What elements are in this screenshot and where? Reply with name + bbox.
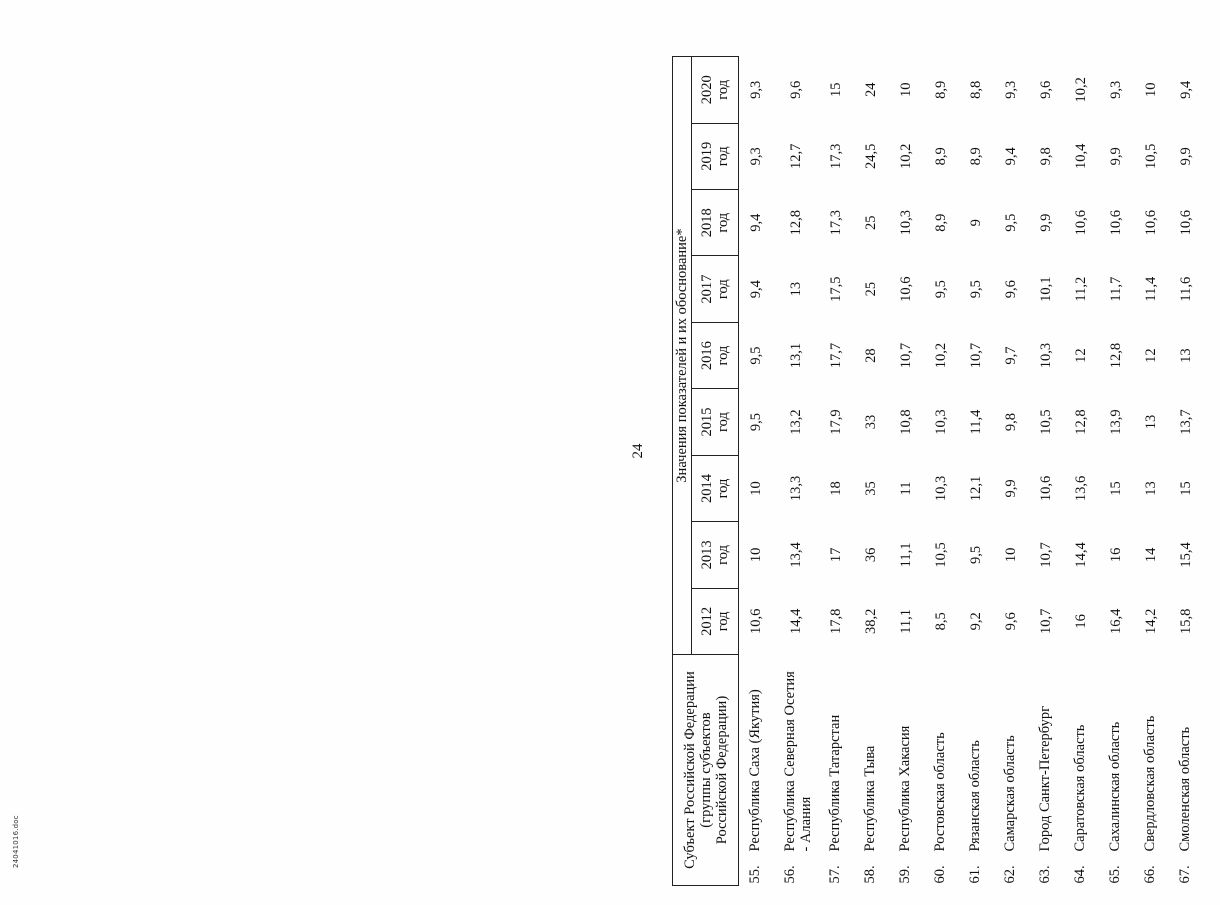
value-cell: 10,3: [897, 210, 914, 236]
value-cell: 10,7: [967, 342, 984, 369]
value-cell: 10,7: [1037, 608, 1054, 635]
subject-cell: [739, 655, 774, 886]
table-row: [739, 57, 774, 886]
value-cell: 9,4: [1002, 147, 1019, 166]
value-cell: 9,6: [1002, 280, 1019, 299]
table-row: [1064, 57, 1099, 886]
value-cell: 36: [862, 547, 879, 563]
value-cell: 12,8: [1107, 342, 1124, 369]
subject-cell: [854, 655, 889, 886]
value-cell: 9,5: [1002, 213, 1019, 232]
value-cell: 12,8: [1072, 409, 1089, 435]
value-cell: 9,3: [747, 147, 764, 166]
value-cell: 24: [862, 82, 879, 98]
value-cell: 12,1: [967, 475, 984, 502]
row-number: 60.: [931, 865, 948, 884]
table-row: [1169, 57, 1204, 886]
row-number: 57.: [826, 865, 843, 884]
value-cell: 10: [897, 82, 914, 98]
year-header: 2019 год: [692, 123, 739, 189]
indicator-table: [672, 56, 1204, 886]
year-header: 2018 год: [692, 190, 739, 256]
subject-cell: [959, 655, 994, 886]
value-cell: 10,6: [1177, 210, 1194, 236]
subject-name: Ростовская область: [931, 732, 948, 852]
value-cell: 13: [1142, 481, 1159, 496]
value-cell: 10: [747, 547, 764, 563]
value-cell: 12: [1072, 348, 1089, 363]
value-cell: 17,8: [827, 608, 844, 635]
row-number: 66.: [1141, 865, 1158, 884]
subject-cell: [1029, 655, 1064, 886]
row-number: 58.: [861, 865, 878, 884]
subject-cell: [994, 655, 1029, 886]
subject-name: Республика Северная Осетия - Алания: [781, 671, 814, 852]
value-cell: 13: [1177, 348, 1194, 363]
value-cell: 14: [1142, 547, 1159, 563]
year-header: 2014 год: [692, 455, 739, 521]
value-cell: 24,5: [862, 143, 879, 169]
value-cell: 9,5: [747, 412, 764, 432]
value-cell: 11,2: [1072, 276, 1089, 302]
value-cell: 8,9: [932, 147, 949, 166]
value-cell: 9,3: [747, 80, 764, 99]
value-cell: 11,4: [1142, 276, 1159, 302]
row-number: 65.: [1106, 865, 1123, 884]
value-cell: 16: [1072, 614, 1089, 629]
value-cell: 9,5: [967, 545, 984, 564]
value-cell: 25: [862, 281, 879, 297]
table-row: [889, 57, 924, 886]
subject-cell: [1064, 655, 1099, 886]
value-cell: 35: [862, 481, 879, 496]
value-cell: 33: [862, 414, 879, 430]
row-number: 63.: [1036, 865, 1053, 884]
value-cell: 13,1: [787, 342, 804, 369]
value-cell: 10,2: [897, 143, 914, 169]
value-cell: 8,9: [932, 80, 949, 99]
value-cell: 11,1: [897, 608, 914, 634]
value-cell: 17,7: [827, 342, 844, 369]
value-cell: 9,5: [932, 280, 949, 299]
subject-cell: [819, 655, 854, 886]
subject-name: Сахалинская область: [1106, 721, 1123, 852]
value-cell: 9,5: [967, 280, 984, 299]
value-cell: 13: [787, 281, 804, 297]
value-cell: 10,6: [1142, 210, 1159, 236]
value-cell: 14,4: [1072, 542, 1089, 568]
value-cell: 14,4: [787, 608, 804, 635]
value-cell: 9,8: [1037, 147, 1054, 166]
value-cell: 15,4: [1177, 542, 1194, 568]
value-cell: 9,4: [747, 213, 764, 232]
value-cell: 13,2: [787, 409, 804, 435]
year-header: 2013 год: [692, 522, 739, 588]
subject-header: Субъект Российской Федерации (группы субъектов Российской Федерации): [673, 655, 739, 886]
value-cell: 10: [747, 481, 764, 496]
value-cell: 9,5: [747, 346, 764, 365]
value-cell: 9,9: [1002, 479, 1019, 498]
value-cell: 10,3: [932, 409, 949, 435]
value-cell: 8,9: [967, 147, 984, 166]
subject-name: Республика Татарстан: [826, 714, 843, 852]
value-cell: 9,2: [967, 612, 984, 631]
subject-cell: [1169, 655, 1204, 886]
value-cell: 11,6: [1177, 276, 1194, 302]
value-cell: 10,3: [932, 475, 949, 502]
value-cell: 9,8: [1002, 412, 1019, 432]
value-cell: 8,5: [932, 612, 949, 631]
value-cell: 28: [862, 348, 879, 363]
group-header: Значения показателей и их обоснование*: [673, 57, 692, 655]
value-cell: 12,8: [787, 210, 804, 236]
value-cell: 15,8: [1177, 608, 1194, 635]
row-number: 64.: [1071, 865, 1088, 884]
value-cell: 10,6: [897, 276, 914, 302]
value-cell: 9,3: [1107, 80, 1124, 99]
value-cell: 16: [1107, 547, 1124, 563]
value-cell: 11,4: [967, 409, 984, 435]
value-cell: 9: [967, 219, 984, 227]
value-cell: 38,2: [862, 608, 879, 635]
value-cell: 9,6: [1037, 80, 1054, 99]
value-cell: 13: [1142, 414, 1159, 430]
value-cell: 11: [897, 481, 914, 496]
value-cell: 10,5: [932, 542, 949, 568]
subject-cell: [1099, 655, 1134, 886]
value-cell: 9,9: [1177, 147, 1194, 166]
value-cell: 9,3: [1002, 80, 1019, 99]
value-cell: 9,6: [787, 80, 804, 99]
value-cell: 17,5: [827, 276, 844, 302]
value-cell: 15: [827, 82, 844, 98]
table-row: [1029, 57, 1064, 886]
value-cell: 13,3: [787, 475, 804, 502]
value-cell: 15: [1107, 481, 1124, 496]
table-row: [1099, 57, 1134, 886]
value-cell: 10,6: [1037, 475, 1054, 502]
value-cell: 25: [862, 215, 879, 230]
row-number: 55.: [747, 865, 763, 884]
value-cell: 10,6: [747, 608, 764, 635]
year-header: 2020 год: [692, 57, 739, 124]
subject-name: Республика Саха (Якутия): [747, 689, 763, 852]
table-row: [1134, 57, 1169, 886]
value-cell: 8,8: [967, 80, 984, 99]
value-cell: 10: [1002, 547, 1019, 563]
subject-name: Самарская область: [1001, 735, 1018, 852]
value-cell: 12,7: [787, 143, 804, 169]
value-cell: 10,5: [1142, 143, 1159, 169]
table-row: [959, 57, 994, 886]
value-cell: 10,1: [1037, 276, 1054, 302]
value-cell: 13,9: [1107, 409, 1124, 435]
value-cell: 9,4: [747, 280, 764, 299]
rotated-page: [620, 16, 1220, 886]
row-number: 67.: [1176, 865, 1193, 884]
value-cell: 15: [1177, 481, 1194, 496]
value-cell: 10,3: [1037, 342, 1054, 369]
value-cell: 10,8: [897, 409, 914, 435]
value-cell: 11,7: [1107, 276, 1124, 302]
value-cell: 13,4: [787, 542, 804, 568]
value-cell: 17,9: [827, 409, 844, 435]
table-row: [819, 57, 854, 886]
value-cell: 10,6: [1072, 210, 1089, 236]
value-cell: 9,4: [1177, 80, 1194, 99]
value-cell: 18: [827, 481, 844, 496]
doc-filename: 24041016.doc: [12, 815, 20, 868]
value-cell: 10,6: [1107, 210, 1124, 236]
value-cell: 14,2: [1142, 608, 1159, 635]
subject-name: Свердловская область: [1141, 715, 1158, 852]
value-cell: 10,2: [1072, 77, 1089, 103]
row-number: 59.: [896, 865, 913, 884]
row-number: 61.: [966, 865, 983, 884]
subject-cell: [774, 655, 819, 886]
value-cell: 16,4: [1107, 608, 1124, 635]
year-header: 2012 год: [692, 588, 739, 654]
value-cell: 13,6: [1072, 475, 1089, 502]
year-header: 2016 год: [692, 322, 739, 388]
value-cell: 10,5: [1037, 409, 1054, 435]
table-body: [739, 57, 1204, 886]
row-number: 62.: [1001, 865, 1018, 884]
value-cell: 12: [1142, 348, 1159, 363]
value-cell: 17,3: [827, 210, 844, 236]
value-cell: 10,4: [1072, 143, 1089, 169]
value-cell: 11,1: [897, 542, 914, 568]
subject-cell: [924, 655, 959, 886]
subject-name: Республика Тыва: [861, 745, 878, 852]
subject-name: Город Санкт-Петербург: [1036, 705, 1053, 852]
subject-name: Рязанская область: [966, 740, 983, 852]
subject-name: Республика Хакасия: [896, 725, 913, 852]
value-cell: 8,9: [932, 213, 949, 232]
table-row: [924, 57, 959, 886]
value-cell: 17,3: [827, 143, 844, 169]
value-cell: 10,7: [1037, 542, 1054, 568]
subject-cell: [889, 655, 924, 886]
subject-name: Смоленская область: [1176, 726, 1193, 852]
subject-name: Саратовская область: [1071, 724, 1088, 852]
value-cell: 9,9: [1037, 213, 1054, 232]
row-number: 56.: [781, 865, 798, 884]
value-cell: 17: [827, 547, 844, 563]
value-cell: 10: [1142, 82, 1159, 98]
table-row: [774, 57, 819, 886]
value-cell: 10,2: [932, 342, 949, 369]
year-header: 2015 год: [692, 389, 739, 455]
year-header: 2017 год: [692, 256, 739, 322]
subject-cell: [1134, 655, 1169, 886]
page-number: 24: [630, 443, 646, 459]
value-cell: 9,7: [1002, 346, 1019, 365]
value-cell: 9,9: [1107, 147, 1124, 166]
table-row: [994, 57, 1029, 886]
value-cell: 10,7: [897, 342, 914, 369]
table-row: [854, 57, 889, 886]
value-cell: 13,7: [1177, 409, 1194, 435]
value-cell: 9,6: [1002, 612, 1019, 631]
